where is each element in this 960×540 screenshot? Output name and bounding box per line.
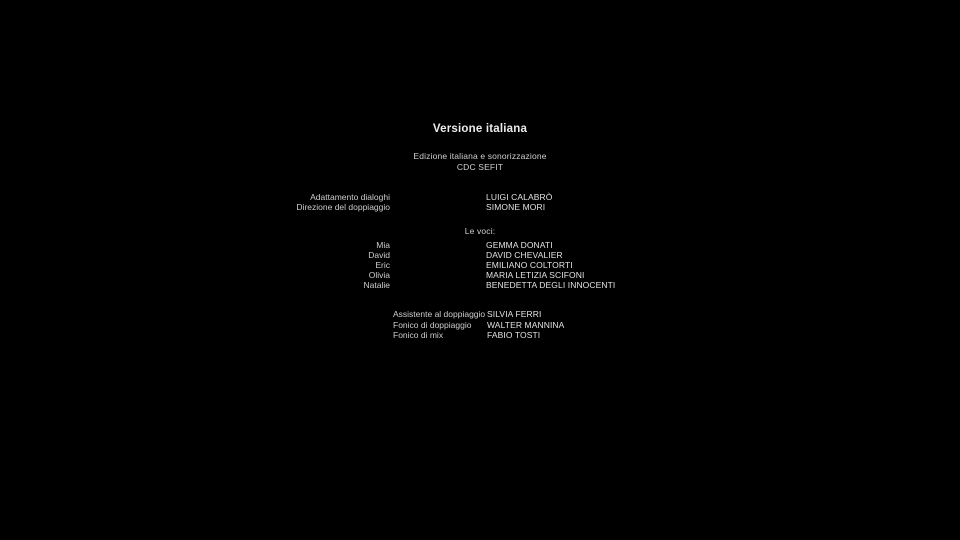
credit-name: LUIGI CALABRÒ xyxy=(486,192,553,202)
credit-row xyxy=(0,240,960,250)
credits-title: Versione italiana xyxy=(432,123,528,135)
credit-name: SIMONE MORI xyxy=(486,202,546,213)
edition-line-2: CDC SEFIT xyxy=(456,162,504,172)
credit-role: Mia xyxy=(376,240,390,250)
credit-row xyxy=(0,250,960,260)
credit-name: FABIO TOSTI xyxy=(487,330,541,340)
credit-role: Olivia xyxy=(368,270,390,280)
credit-role: Assistente al doppiaggio xyxy=(393,309,486,319)
credit-name: EMILIANO COLTORTI xyxy=(486,260,573,270)
credit-name: SILVIA FERRI xyxy=(487,309,542,319)
credit-role: Fonico di mix xyxy=(393,330,444,340)
credit-role: Direzione del doppiaggio xyxy=(296,202,390,213)
credit-role: Natalie xyxy=(363,280,390,290)
voice-credits-group xyxy=(0,240,960,290)
credit-role: Adattamento dialoghi xyxy=(310,192,390,202)
credit-name: WALTER MANNINA xyxy=(487,319,565,330)
credit-row xyxy=(0,280,960,290)
credit-row xyxy=(0,270,960,280)
credit-role: Fonico di doppiaggio xyxy=(393,319,472,330)
credit-row xyxy=(0,192,960,202)
direction-credits-group xyxy=(0,192,960,212)
credit-row xyxy=(0,330,960,341)
credit-role: David xyxy=(368,250,390,260)
edition-line-1: Edizione italiana e sonorizzazione xyxy=(413,151,547,161)
credit-row xyxy=(0,260,960,270)
credit-row xyxy=(0,202,960,212)
voices-heading: Le voci: xyxy=(464,226,496,236)
technical-credits-group xyxy=(0,309,960,341)
credit-name: MARIA LETIZIA SCIFONI xyxy=(486,270,585,280)
credit-name: DAVID CHEVALIER xyxy=(486,250,563,260)
credit-name: GEMMA DONATI xyxy=(486,240,553,250)
credit-role: Eric xyxy=(375,260,390,270)
credit-row xyxy=(0,309,960,320)
credit-row xyxy=(0,320,960,331)
edition-block xyxy=(0,151,960,173)
credit-name: BENEDETTA DEGLI INNOCENTI xyxy=(486,280,616,290)
